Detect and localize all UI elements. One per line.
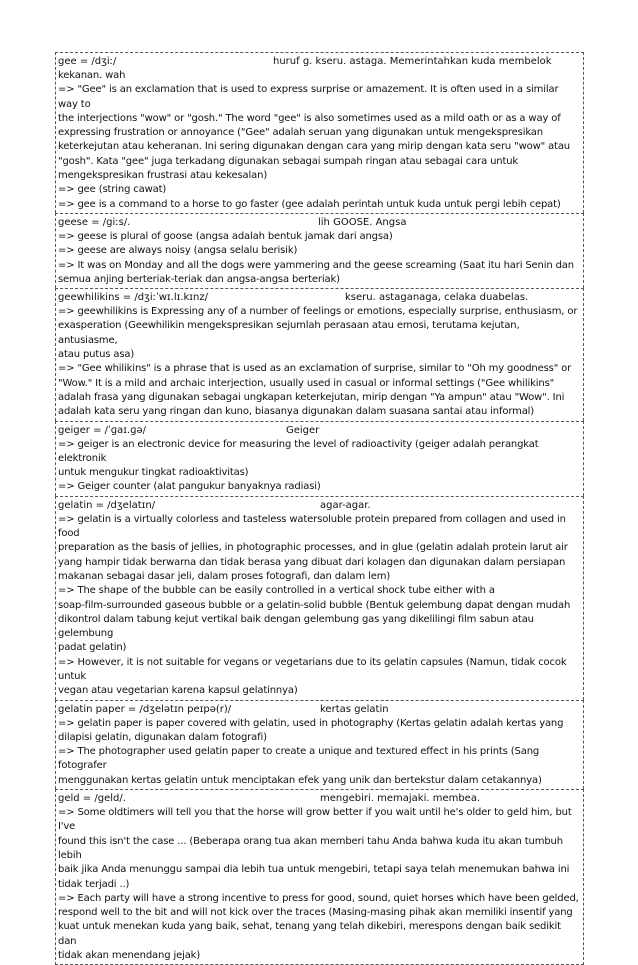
entry-text-line: yang hampir tidak berwarna dan tidak berasa yang dibuat dari kolagen dan digunakan dalam persiapan — [58, 556, 566, 568]
entry-text-line: dilapisi gelatin, digunakan dalam fotografi) — [58, 731, 267, 743]
entry-text-line: dikontrol dalam tabung kejut vertikal baik dengan gelembung gas yang dikelilingi film sabun atau gelembung — [58, 613, 534, 640]
entry-text-line: atau putus asa) — [58, 349, 135, 361]
entry-headword-line — [58, 791, 581, 806]
entry-text-line: => geese are always noisy (angsa selalu berisik) — [58, 245, 298, 257]
entry-text-line: "gosh". Kata "gee" juga terkadang digunakan sebagai sumpah ringan atau sebagai cara untuk — [58, 155, 519, 167]
entry-text-line: expressing frustration or annoyance ("Gee" adalah seruan yang digunakan untuk mengekspresikan — [58, 127, 543, 139]
entry-term: geld = /geld/. — [58, 793, 126, 805]
entry-text-line: padat gelatin) — [58, 642, 127, 654]
dictionary-page — [55, 52, 584, 965]
entry-text-line: respond well to the bit and will not kick over the traces (Masing-masing pihak akan memiliki insentif yang — [58, 907, 573, 919]
entry-gloss: mengebiri. memajaki. membea. — [320, 793, 481, 805]
entry-text-line: mengekspresikan frustrasi atau kekesalan) — [58, 170, 268, 182]
entry-term: gee = /dʒiː/ — [58, 56, 117, 67]
entry-term: gelatin paper = /dʒelətɪn peɪpə(r)/ — [58, 703, 232, 715]
entry-text-line: => The photographer used gelatin paper to create a unique and textured effect in his prints (Sang fotografer — [58, 746, 540, 772]
entry-headword-line — [58, 215, 581, 230]
entry-text-line: kekanan. wah — [58, 70, 126, 81]
entry-text-line: => Some oldtimers will tell you that the horse will grow better if you wait until he's older to geld him, but I've — [58, 807, 572, 833]
dictionary-entry — [55, 700, 584, 789]
entry-text-line: => The shape of the bubble can be easily controlled in a vertical shock tube either with a — [58, 585, 495, 597]
entry-text-line: => geewhilikins is Expressing any of a number of feelings or emotions, especially surprise, enthusiasm, or — [58, 306, 578, 318]
entry-text-line: soap-film-surrounded gaseous bubble or a gelatin-solid bubble (Bentuk gelembung dapat dengan mudah — [58, 599, 571, 611]
entry-gloss: huruf g. kseru. astaga. Memerintahkan kuda membelok — [273, 56, 552, 67]
entry-text-line: semua anjing berteriak-teriak dan angsa-angsa berteriak) — [58, 273, 340, 285]
entry-text-line: makanan sebagai dasar jeli, dalam proses fotografi, dan dalam lem) — [58, 570, 391, 582]
entry-text-line: exasperation (Geewhilikin mengekspresikan sejumlah perasaan atau emosi, terutama kejutan, antusiasme, — [58, 320, 520, 346]
entry-text-line: => "Gee" is an exclamation that is used to express surprise or amazement. It is often used in a similar way to — [58, 84, 559, 110]
entry-text-line: => geese is plural of goose (angsa adalah bentuk jamak dari angsa) — [58, 230, 393, 242]
entry-headword-line — [58, 498, 581, 513]
entry-text-line: adalah frasa yang digunakan sebagai ungkapan keterkejutan, mirip dengan "Ya ampun" atau "Wow". Ini — [58, 391, 565, 403]
entry-text-line: "Wow." It is a mild and archaic interjection, usually used in casual or informal settings ("Gee whilikins" — [58, 377, 555, 389]
entry-text-line: => Each party will have a strong incentive to press for good, sound, quiet horses which have been gelded, — [58, 892, 579, 904]
entry-gloss: Geiger — [286, 424, 320, 436]
entry-text-line: preparation as the basis of jellies, in photographic processes, and in glue (gelatin adalah protein larut air — [58, 542, 568, 554]
entry-text-line: untuk mengukur tingkat radioaktivitas) — [58, 467, 249, 479]
entry-text-line: => gelatin is a virtually colorless and tasteless watersoluble protein prepared from collagen and used in food — [58, 513, 566, 540]
entry-text-line: => gee is a command to a horse to go faster (gee adalah perintah untuk kuda untuk pergi lebih cepat) — [58, 198, 561, 210]
entry-text-line: kuat untuk menekan kuda yang baik, sehat, tenang yang telah dikebiri, merespons dengan baik sedikit dan — [58, 921, 561, 947]
entry-text-line: tidak terjadi ..) — [58, 878, 130, 890]
entry-text-line: => gee (string cawat) — [58, 184, 167, 196]
entry-term: geewhilikins = /dʒiːˈwɪ.lɪ.kɪnz/ — [58, 292, 208, 304]
entry-text-line: the interjections "wow" or "gosh." The word "gee" is also sometimes used as a mild oath or as a way of — [58, 112, 561, 124]
entry-text-line: baik jika Anda menunggu sampai dia lebih tua untuk mengebiri, tetapi saya telah menemukan bahwa ini — [58, 864, 570, 876]
dictionary-entry — [55, 421, 584, 496]
entry-text-line: => Geiger counter (alat pangukur banyaknya radiasi) — [58, 481, 321, 493]
dictionary-entry — [55, 789, 584, 965]
entry-text-line: => geiger is an electronic device for measuring the level of radioactivity (geiger adalah perangkat elektronik — [58, 438, 539, 464]
entry-gloss: lih GOOSE. Angsa — [318, 216, 407, 228]
entry-text-line: vegan atau vegetarian karena kapsul gelatinnya) — [58, 685, 298, 697]
entry-text-line: => gelatin paper is paper covered with gelatin, used in photography (Kertas gelatin adalah kertas yang — [58, 717, 564, 729]
entry-headword-line — [58, 423, 581, 438]
entry-text-line: => However, it is not suitable for vegans or vegetarians due to its gelatin capsules (Namun, tidak cocok untuk — [58, 656, 567, 682]
entry-gloss: agar-agar. — [320, 499, 371, 511]
entry-text-line: adalah kata seru yang ringan dan kuno, biasanya digunakan dalam suasana santai atau informal) — [58, 406, 535, 418]
entry-text-line: tidak akan menendang jejak) — [58, 950, 201, 962]
entry-text-line: keterkejutan atau keheranan. Ini sering digunakan dengan cara yang mirip dengan kata seru "wow" atau — [58, 141, 570, 153]
entry-term: geese = /giːs/. — [58, 216, 131, 228]
entry-text-line: found this isn't the case ... (Beberapa orang tua akan memberi tahu Anda bahwa kuda itu akan tumbuh lebih — [58, 835, 563, 861]
entry-text-line: => "Gee whilikins" is a phrase that is used as an exclamation of surprise, similar to "Oh my goodness" or — [58, 363, 572, 375]
entry-text-line: menggunakan kertas gelatin untuk menciptakan efek yang unik dan bertekstur dalam cetakannya) — [58, 774, 542, 786]
entry-text-line: => It was on Monday and all the dogs were yammering and the geese screaming (Saat itu hari Senin dan — [58, 259, 574, 271]
dictionary-entry — [55, 496, 584, 700]
entry-gloss: kseru. astaganaga, celaka duabelas. — [345, 292, 529, 304]
entry-gloss: kertas gelatin — [320, 703, 389, 715]
entry-term: geiger = /ˈɡaɪ.ɡə/ — [58, 424, 146, 436]
entry-term: gelatin = /dʒelatɪn/ — [58, 499, 156, 511]
entry-headword-line — [58, 54, 581, 69]
entry-headword-line — [58, 290, 581, 305]
entry-headword-line — [58, 702, 581, 717]
dictionary-entry — [55, 52, 584, 213]
dictionary-entry — [55, 213, 584, 288]
dictionary-entry — [55, 288, 584, 420]
